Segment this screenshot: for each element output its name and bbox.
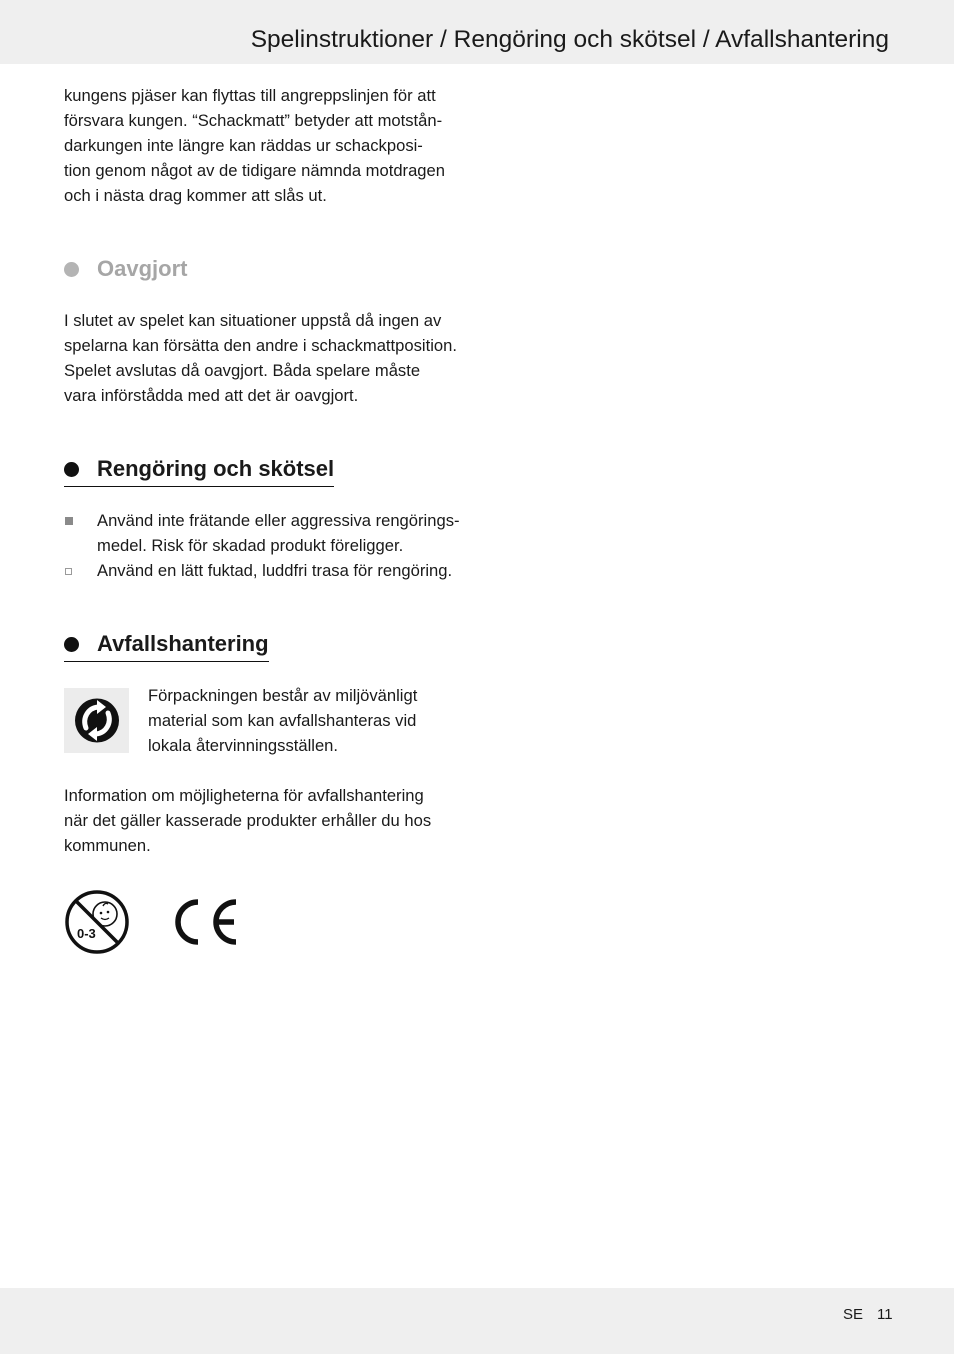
disposal-info-line: när det gäller kasserade produkter erhåller du hos [64, 811, 432, 830]
intro-line: och i nästa drag kommer att slås ut. [64, 186, 327, 205]
footer-band [0, 1288, 954, 1354]
draw-paragraph [64, 308, 470, 408]
draw-line: spelarna kan försätta den andre i schackmattposition. [64, 336, 457, 355]
not-for-children-0-3-icon [63, 888, 131, 956]
page-header-title: Spelinstruktioner / Rengöring och skötsel / Avfallshantering [250, 26, 889, 53]
draw-heading-text: Oavgjort [97, 256, 188, 281]
cleaning-heading-text: Rengöring och skötsel [97, 456, 335, 481]
draw-heading [64, 252, 187, 286]
intro-line: tion genom något av de tidigare nämnda motdragen [64, 161, 445, 180]
intro-paragraph [64, 83, 470, 208]
disposal-heading [64, 627, 269, 662]
recycle-paragraph [148, 683, 417, 758]
draw-line: I slutet av spelet kan situationer uppstå då ingen av [64, 311, 442, 330]
intro-line: darkungen inte längre kan räddas ur schackposi- [64, 136, 423, 155]
disposal-info-paragraph [64, 783, 470, 858]
age-range-label: 0-3 [77, 926, 96, 941]
intro-line: kungens pjäser kan flyttas till angreppslinjen för att [64, 86, 436, 105]
cleaning-heading [64, 452, 334, 487]
disposal-heading-text: Avfallshantering [97, 631, 269, 656]
recycle-line: lokala återvinningsställen. [148, 736, 339, 755]
footer-page-number: 11 [877, 1306, 893, 1323]
filled-square-bullet-icon [65, 517, 73, 525]
disposal-info-line: Information om möjligheterna för avfallshantering [64, 786, 424, 805]
recycling-green-dot-icon [64, 688, 129, 753]
recycle-line: Förpackningen består av miljövänligt [148, 686, 418, 705]
footer-language-code: SE [843, 1306, 864, 1323]
bullet-dot-icon [64, 262, 79, 277]
intro-line: försvara kungen. “Schackmatt” betyder att motstån- [64, 111, 443, 130]
cleaning-bullet-line: Använd inte frätande eller aggressiva rengörings- [97, 511, 460, 530]
cleaning-bullet-line: medel. Risk för skadad produkt föreligger. [97, 536, 404, 555]
cleaning-bullet-line: Använd en lätt fuktad, luddfri trasa för rengöring. [97, 561, 453, 580]
hollow-square-bullet-icon [65, 568, 72, 575]
ce-mark-icon [170, 898, 240, 946]
bullet-dot-icon [64, 637, 79, 652]
bullet-dot-icon [64, 462, 79, 477]
draw-line: Spelet avslutas då oavgjort. Båda spelare måste [64, 361, 421, 380]
recycle-line: material som kan avfallshanteras vid [148, 711, 417, 730]
draw-line: vara införstådda med att det är oavgjort. [64, 386, 359, 405]
disposal-info-line: kommunen. [64, 836, 151, 855]
